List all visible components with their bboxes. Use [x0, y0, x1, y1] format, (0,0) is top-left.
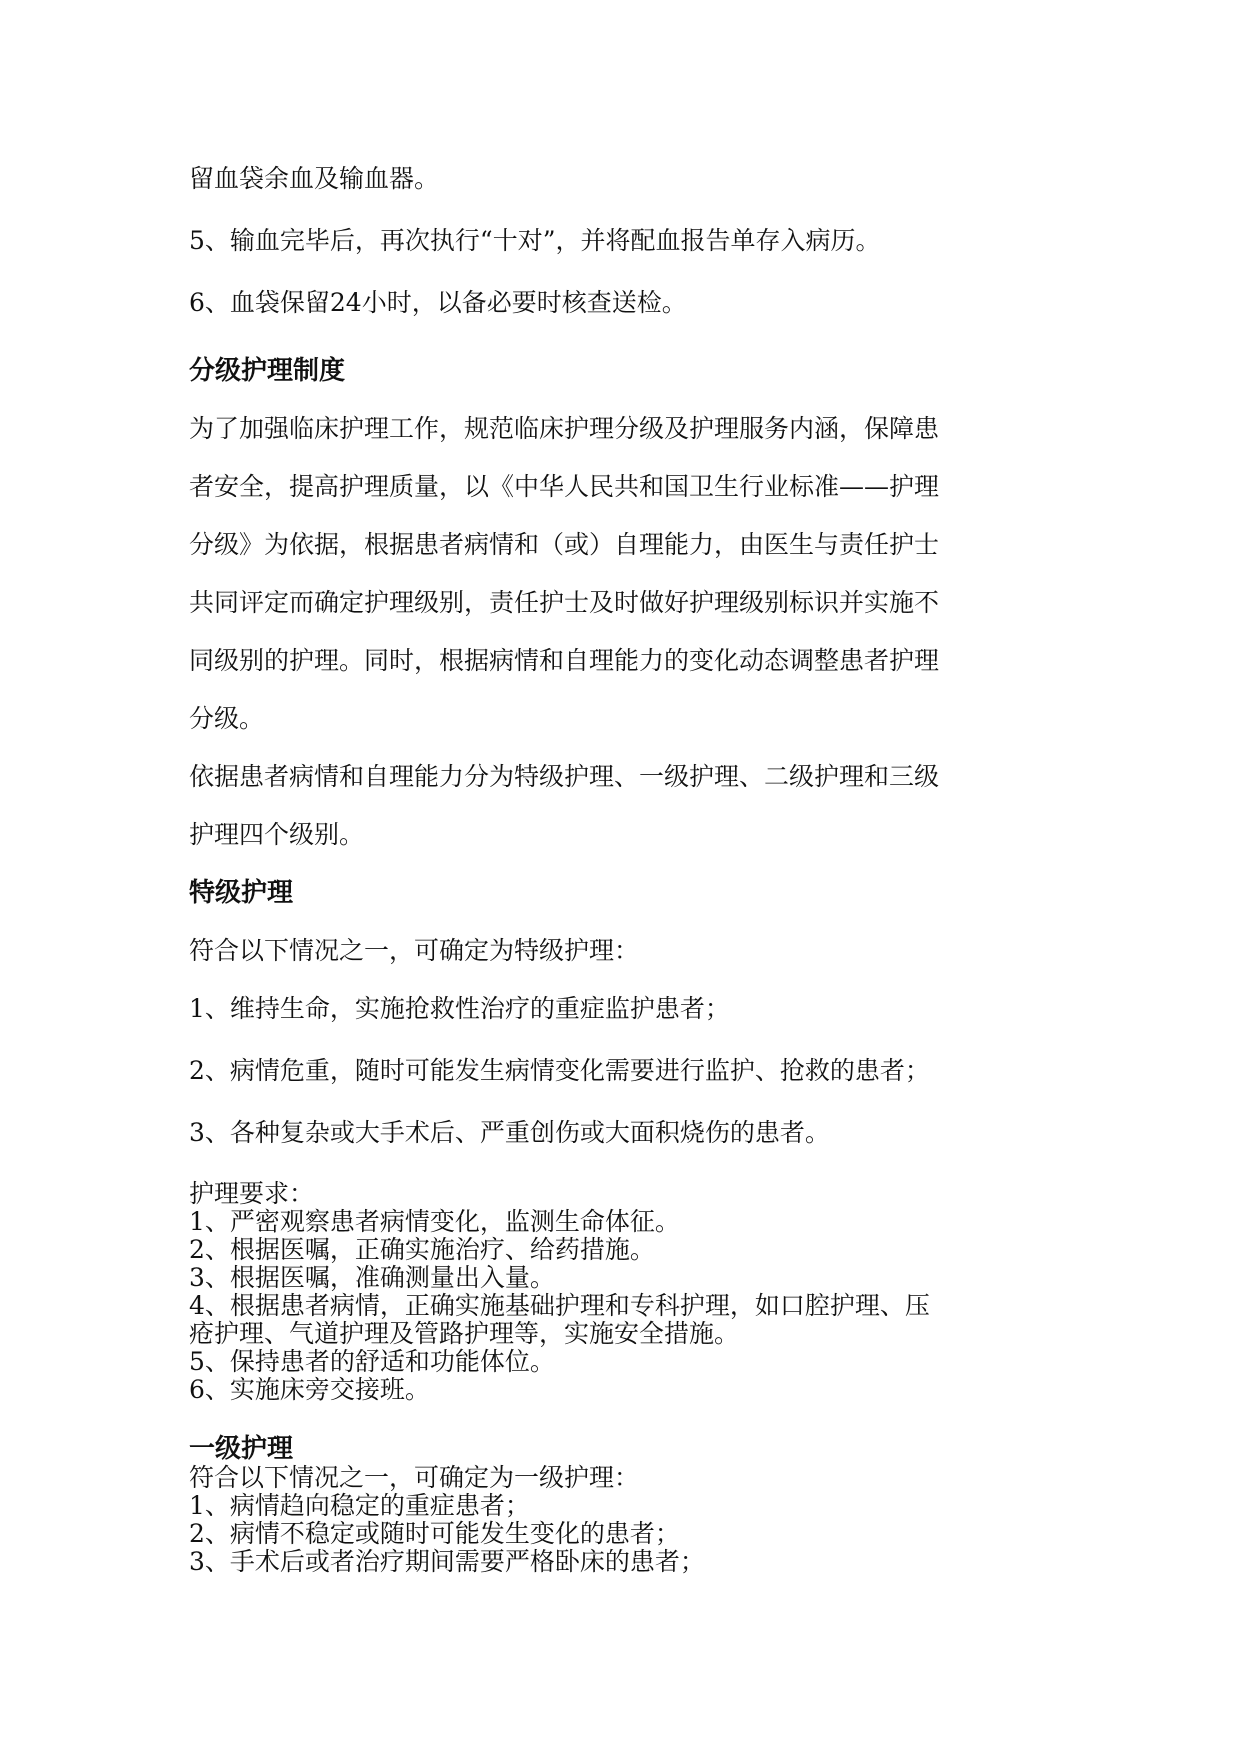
- list-item: 4、根据患者病情，正确实施基础护理和专科护理，如口腔护理、压: [189, 1291, 930, 1320]
- paragraph-line: 者安全，提高护理质量，以《中华人民共和国卫生行业标准——护理: [189, 472, 940, 501]
- paragraph-line: 护理四个级别。: [189, 820, 365, 849]
- section-heading-grading-system: 分级护理制度: [189, 356, 346, 386]
- paragraph-line: 同级别的护理。同时，根据病情和自理能力的变化动态调整患者护理: [189, 646, 940, 675]
- list-item: 2、病情危重，随时可能发生病情变化需要进行监护、抢救的患者；: [189, 1056, 930, 1085]
- list-item: 3、根据医嘱，准确测量出入量。: [189, 1263, 555, 1292]
- paragraph-line: 分级》为依据，根据患者病情和（或）自理能力，由医生与责任护士: [189, 530, 940, 559]
- requirements-title: 护理要求：: [189, 1179, 315, 1208]
- first-level-care-block: [189, 1434, 1059, 1576]
- list-item: 1、严密观察患者病情变化，监测生命体征。: [189, 1207, 680, 1236]
- list-item: 3、手术后或者治疗期间需要严格卧床的患者；: [189, 1547, 705, 1576]
- paragraph-line: 符合以下情况之一，可确定为特级护理：: [189, 936, 640, 965]
- paragraph-line: 为了加强临床护理工作，规范临床护理分级及护理服务内涵，保障患: [189, 414, 940, 443]
- paragraph-line: 分级。: [189, 704, 265, 733]
- paragraph-line: 符合以下情况之一，可确定为一级护理：: [189, 1463, 640, 1492]
- list-item: 5、保持患者的舒适和功能体位。: [189, 1347, 555, 1376]
- paragraph-line: 5、输血完毕后，再次执行“十对”，并将配血报告单存入病历。: [189, 226, 881, 255]
- paragraph-line: 留血袋余血及输血器。: [189, 164, 440, 193]
- care-requirements-block: [189, 1180, 1059, 1404]
- document-page: [189, 150, 1059, 1576]
- section-heading-special-care: 特级护理: [189, 878, 294, 908]
- list-item: 2、根据医嘱，正确实施治疗、给药措施。: [189, 1235, 655, 1264]
- list-item: 2、病情不稳定或随时可能发生变化的患者；: [189, 1519, 680, 1548]
- paragraph-line: 共同评定而确定护理级别，责任护士及时做好护理级别标识并实施不: [189, 588, 940, 617]
- list-item: 1、维持生命，实施抢救性治疗的重症监护患者；: [189, 994, 730, 1023]
- list-item: 3、各种复杂或大手术后、严重创伤或大面积烧伤的患者。: [189, 1118, 830, 1147]
- paragraph-line: 依据患者病情和自理能力分为特级护理、一级护理、二级护理和三级: [189, 762, 940, 791]
- list-item: 6、实施床旁交接班。: [189, 1375, 430, 1404]
- list-item: 1、病情趋向稳定的重症患者；: [189, 1491, 530, 1520]
- paragraph-line: 6、血袋保留24小时，以备必要时核查送检。: [189, 288, 687, 317]
- list-item: 疮护理、气道护理及管路护理等，实施安全措施。: [189, 1319, 740, 1348]
- section-heading-first-level-care: 一级护理: [189, 1434, 294, 1464]
